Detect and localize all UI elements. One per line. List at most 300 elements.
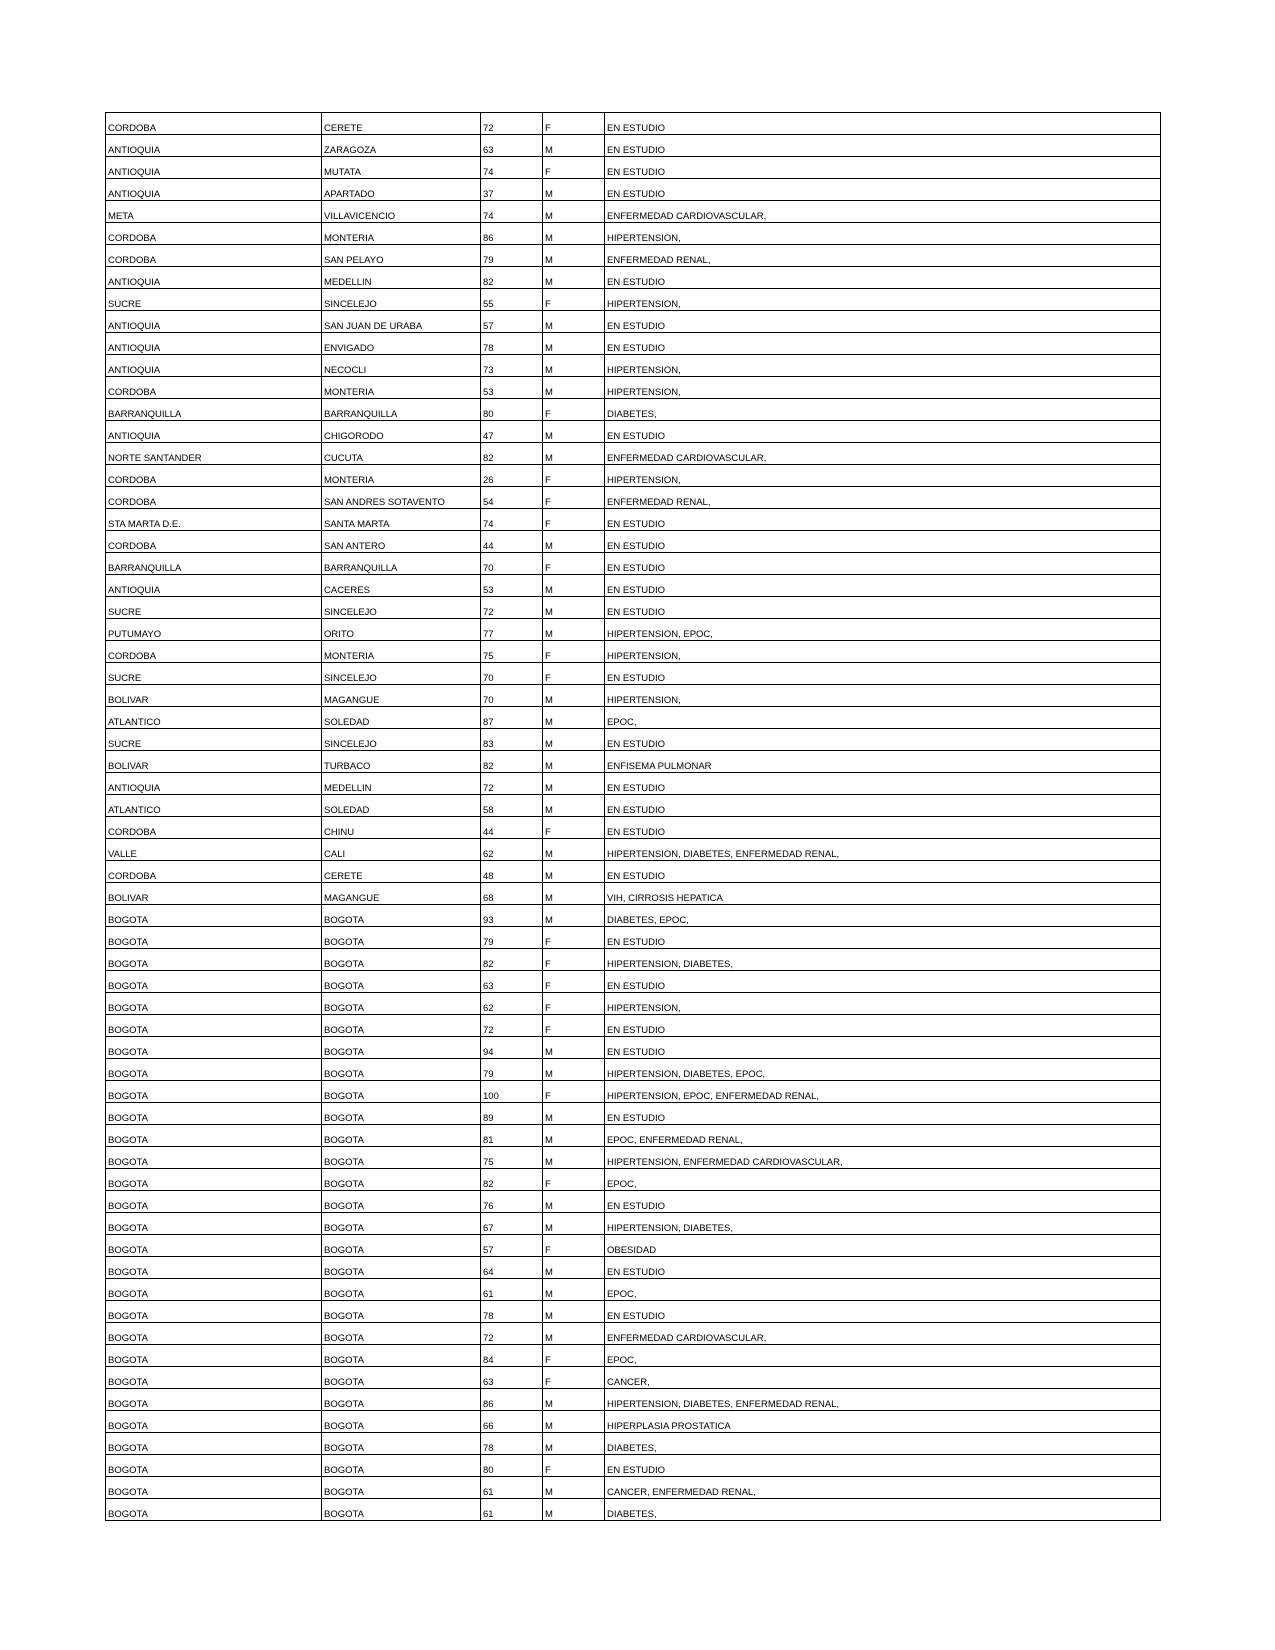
table-row — [106, 883, 1161, 905]
department-cell: CORDOBA — [106, 641, 322, 663]
table-row — [106, 399, 1161, 421]
department-cell: ANTIOQUIA — [106, 421, 322, 443]
table-row — [106, 179, 1161, 201]
condition-cell: EN ESTUDIO — [605, 553, 1161, 575]
sex-cell: M — [543, 311, 605, 333]
department-cell: BOGOTA — [106, 1015, 322, 1037]
municipality-cell: MAGANGUE — [322, 685, 481, 707]
sex-cell: M — [543, 575, 605, 597]
sex-cell: M — [543, 333, 605, 355]
sex-cell: M — [543, 905, 605, 927]
sex-cell: M — [543, 773, 605, 795]
sex-cell: F — [543, 949, 605, 971]
municipality-cell: BOGOTA — [322, 905, 481, 927]
sex-cell: M — [543, 1213, 605, 1235]
table-row — [106, 1191, 1161, 1213]
age-cell: 81 — [481, 1125, 543, 1147]
age-cell: 72 — [481, 1015, 543, 1037]
sex-cell: F — [543, 113, 605, 135]
age-cell: 63 — [481, 971, 543, 993]
condition-cell: ENFERMEDAD RENAL, — [605, 487, 1161, 509]
table-row — [106, 465, 1161, 487]
sex-cell: F — [543, 817, 605, 839]
condition-cell: HIPERTENSION, DIABETES, — [605, 1213, 1161, 1235]
municipality-cell: SINCELEJO — [322, 729, 481, 751]
age-cell: 63 — [481, 1367, 543, 1389]
department-cell: BOGOTA — [106, 1477, 322, 1499]
department-cell: BOGOTA — [106, 1103, 322, 1125]
sex-cell: M — [543, 1059, 605, 1081]
sex-cell: M — [543, 619, 605, 641]
table-row — [106, 443, 1161, 465]
department-cell: ANTIOQUIA — [106, 157, 322, 179]
table-row — [106, 333, 1161, 355]
municipality-cell: SINCELEJO — [322, 289, 481, 311]
sex-cell: M — [543, 421, 605, 443]
department-cell: BARRANQUILLA — [106, 399, 322, 421]
condition-cell: EN ESTUDIO — [605, 179, 1161, 201]
department-cell: BOGOTA — [106, 993, 322, 1015]
municipality-cell: BOGOTA — [322, 1345, 481, 1367]
condition-cell: DIABETES, EPOC, — [605, 905, 1161, 927]
age-cell: 80 — [481, 1455, 543, 1477]
municipality-cell: CERETE — [322, 861, 481, 883]
department-cell: BOGOTA — [106, 1213, 322, 1235]
municipality-cell: BARRANQUILLA — [322, 399, 481, 421]
condition-cell: HIPERTENSION, — [605, 377, 1161, 399]
condition-cell: DIABETES, — [605, 1499, 1161, 1521]
sex-cell: F — [543, 399, 605, 421]
condition-cell: ENFERMEDAD CARDIOVASCULAR, — [605, 1323, 1161, 1345]
sex-cell: M — [543, 1477, 605, 1499]
condition-cell: ENFERMEDAD CARDIOVASCULAR, — [605, 443, 1161, 465]
condition-cell: HIPERTENSION, EPOC, — [605, 619, 1161, 641]
sex-cell: M — [543, 1191, 605, 1213]
department-cell: SUCRE — [106, 597, 322, 619]
age-cell: 77 — [481, 619, 543, 641]
department-cell: ANTIOQUIA — [106, 135, 322, 157]
municipality-cell: BOGOTA — [322, 1477, 481, 1499]
condition-cell: HIPERTENSION, DIABETES, ENFERMEDAD RENAL, — [605, 1389, 1161, 1411]
table-row — [106, 553, 1161, 575]
sex-cell: F — [543, 487, 605, 509]
sex-cell: M — [543, 795, 605, 817]
age-cell: 72 — [481, 1323, 543, 1345]
condition-cell: EN ESTUDIO — [605, 333, 1161, 355]
case-table-body — [106, 113, 1161, 1521]
age-cell: 75 — [481, 641, 543, 663]
sex-cell: F — [543, 509, 605, 531]
municipality-cell: SANTA MARTA — [322, 509, 481, 531]
municipality-cell: BOGOTA — [322, 1367, 481, 1389]
sex-cell: F — [543, 1081, 605, 1103]
age-cell: 80 — [481, 399, 543, 421]
department-cell: CORDOBA — [106, 861, 322, 883]
table-row — [106, 1125, 1161, 1147]
municipality-cell: MONTERIA — [322, 465, 481, 487]
condition-cell: CANCER, — [605, 1367, 1161, 1389]
age-cell: 72 — [481, 113, 543, 135]
municipality-cell: SINCELEJO — [322, 597, 481, 619]
table-row — [106, 1455, 1161, 1477]
sex-cell: M — [543, 245, 605, 267]
table-row — [106, 949, 1161, 971]
table-row — [106, 1323, 1161, 1345]
municipality-cell: BOGOTA — [322, 949, 481, 971]
municipality-cell: BOGOTA — [322, 1411, 481, 1433]
department-cell: BOLIVAR — [106, 883, 322, 905]
sex-cell: M — [543, 1323, 605, 1345]
table-row — [106, 355, 1161, 377]
age-cell: 62 — [481, 839, 543, 861]
sex-cell: M — [543, 267, 605, 289]
sex-cell: M — [543, 443, 605, 465]
age-cell: 75 — [481, 1147, 543, 1169]
municipality-cell: BOGOTA — [322, 1081, 481, 1103]
condition-cell: HIPERPLASIA PROSTATICA — [605, 1411, 1161, 1433]
table-row — [106, 531, 1161, 553]
municipality-cell: MONTERIA — [322, 377, 481, 399]
age-cell: 76 — [481, 1191, 543, 1213]
condition-cell: HIPERTENSION, — [605, 685, 1161, 707]
municipality-cell: BOGOTA — [322, 1169, 481, 1191]
table-row — [106, 509, 1161, 531]
sex-cell: F — [543, 993, 605, 1015]
age-cell: 94 — [481, 1037, 543, 1059]
condition-cell: EN ESTUDIO — [605, 1103, 1161, 1125]
sex-cell: F — [543, 157, 605, 179]
age-cell: 82 — [481, 949, 543, 971]
age-cell: 86 — [481, 223, 543, 245]
department-cell: ATLANTICO — [106, 707, 322, 729]
department-cell: SUCRE — [106, 663, 322, 685]
condition-cell: DIABETES, — [605, 399, 1161, 421]
age-cell: 63 — [481, 135, 543, 157]
sex-cell: F — [543, 465, 605, 487]
sex-cell: F — [543, 289, 605, 311]
municipality-cell: BOGOTA — [322, 971, 481, 993]
condition-cell: EN ESTUDIO — [605, 729, 1161, 751]
sex-cell: F — [543, 1015, 605, 1037]
condition-cell: ENFERMEDAD CARDIOVASCULAR, — [605, 201, 1161, 223]
condition-cell: HIPERTENSION, — [605, 289, 1161, 311]
department-cell: BOGOTA — [106, 1389, 322, 1411]
age-cell: 44 — [481, 531, 543, 553]
department-cell: NORTE SANTANDER — [106, 443, 322, 465]
age-cell: 44 — [481, 817, 543, 839]
table-row — [106, 135, 1161, 157]
condition-cell: EN ESTUDIO — [605, 1191, 1161, 1213]
case-table — [105, 112, 1161, 1521]
condition-cell: DIABETES, — [605, 1433, 1161, 1455]
municipality-cell: SOLEDAD — [322, 707, 481, 729]
table-row — [106, 1477, 1161, 1499]
municipality-cell: BOGOTA — [322, 927, 481, 949]
sex-cell: M — [543, 1389, 605, 1411]
department-cell: ANTIOQUIA — [106, 333, 322, 355]
municipality-cell: BOGOTA — [322, 1147, 481, 1169]
department-cell: BOGOTA — [106, 927, 322, 949]
municipality-cell: MUTATA — [322, 157, 481, 179]
municipality-cell: BOGOTA — [322, 1059, 481, 1081]
municipality-cell: BOGOTA — [322, 1301, 481, 1323]
sex-cell: M — [543, 1103, 605, 1125]
table-row — [106, 1081, 1161, 1103]
table-row — [106, 1103, 1161, 1125]
sex-cell: M — [543, 201, 605, 223]
condition-cell: EN ESTUDIO — [605, 311, 1161, 333]
department-cell: BOGOTA — [106, 905, 322, 927]
department-cell: BARRANQUILLA — [106, 553, 322, 575]
table-row — [106, 1389, 1161, 1411]
municipality-cell: BOGOTA — [322, 1213, 481, 1235]
municipality-cell: ENVIGADO — [322, 333, 481, 355]
department-cell: CORDOBA — [106, 531, 322, 553]
table-row — [106, 971, 1161, 993]
age-cell: 61 — [481, 1279, 543, 1301]
sex-cell: F — [543, 663, 605, 685]
age-cell: 64 — [481, 1257, 543, 1279]
department-cell: SUCRE — [106, 289, 322, 311]
municipality-cell: CACERES — [322, 575, 481, 597]
age-cell: 48 — [481, 861, 543, 883]
sex-cell: M — [543, 377, 605, 399]
sex-cell: M — [543, 839, 605, 861]
sex-cell: M — [543, 1499, 605, 1521]
sex-cell: M — [543, 685, 605, 707]
department-cell: BOGOTA — [106, 1301, 322, 1323]
sex-cell: F — [543, 1169, 605, 1191]
age-cell: 66 — [481, 1411, 543, 1433]
table-row — [106, 1367, 1161, 1389]
condition-cell: EPOC, — [605, 1345, 1161, 1367]
age-cell: 82 — [481, 751, 543, 773]
municipality-cell: BOGOTA — [322, 1389, 481, 1411]
age-cell: 78 — [481, 1301, 543, 1323]
municipality-cell: BARRANQUILLA — [322, 553, 481, 575]
table-row — [106, 795, 1161, 817]
condition-cell: EPOC, ENFERMEDAD RENAL, — [605, 1125, 1161, 1147]
condition-cell: EN ESTUDIO — [605, 267, 1161, 289]
age-cell: 93 — [481, 905, 543, 927]
condition-cell: EPOC, — [605, 707, 1161, 729]
table-row — [106, 1015, 1161, 1037]
table-row — [106, 685, 1161, 707]
table-row — [106, 1235, 1161, 1257]
table-row — [106, 1499, 1161, 1521]
age-cell: 78 — [481, 333, 543, 355]
sex-cell: M — [543, 707, 605, 729]
condition-cell: EN ESTUDIO — [605, 575, 1161, 597]
sex-cell: M — [543, 355, 605, 377]
department-cell: BOGOTA — [106, 1191, 322, 1213]
age-cell: 72 — [481, 597, 543, 619]
condition-cell: EN ESTUDIO — [605, 773, 1161, 795]
age-cell: 74 — [481, 157, 543, 179]
age-cell: 57 — [481, 1235, 543, 1257]
municipality-cell: VILLAVICENCIO — [322, 201, 481, 223]
department-cell: BOGOTA — [106, 1433, 322, 1455]
condition-cell: EN ESTUDIO — [605, 1301, 1161, 1323]
condition-cell: EN ESTUDIO — [605, 531, 1161, 553]
department-cell: BOGOTA — [106, 1323, 322, 1345]
condition-cell: EN ESTUDIO — [605, 1037, 1161, 1059]
age-cell: 47 — [481, 421, 543, 443]
condition-cell: EN ESTUDIO — [605, 817, 1161, 839]
table-row — [106, 597, 1161, 619]
department-cell: STA MARTA D.E. — [106, 509, 322, 531]
table-row — [106, 267, 1161, 289]
age-cell: 61 — [481, 1499, 543, 1521]
table-row — [106, 993, 1161, 1015]
condition-cell: EN ESTUDIO — [605, 113, 1161, 135]
table-row — [106, 817, 1161, 839]
age-cell: 62 — [481, 993, 543, 1015]
condition-cell: EN ESTUDIO — [605, 421, 1161, 443]
age-cell: 53 — [481, 575, 543, 597]
municipality-cell: BOGOTA — [322, 993, 481, 1015]
municipality-cell: BOGOTA — [322, 1257, 481, 1279]
department-cell: BOGOTA — [106, 1235, 322, 1257]
department-cell: BOLIVAR — [106, 751, 322, 773]
table-row — [106, 1257, 1161, 1279]
department-cell: CORDOBA — [106, 487, 322, 509]
municipality-cell: MONTERIA — [322, 223, 481, 245]
condition-cell: HIPERTENSION, — [605, 993, 1161, 1015]
municipality-cell: MEDELLIN — [322, 773, 481, 795]
table-row — [106, 927, 1161, 949]
age-cell: 100 — [481, 1081, 543, 1103]
table-row — [106, 289, 1161, 311]
age-cell: 68 — [481, 883, 543, 905]
age-cell: 74 — [481, 201, 543, 223]
municipality-cell: TURBACO — [322, 751, 481, 773]
municipality-cell: CHIGORODO — [322, 421, 481, 443]
condition-cell: EN ESTUDIO — [605, 1257, 1161, 1279]
sex-cell: M — [543, 1037, 605, 1059]
condition-cell: HIPERTENSION, ENFERMEDAD CARDIOVASCULAR, — [605, 1147, 1161, 1169]
table-row — [106, 1345, 1161, 1367]
municipality-cell: CALI — [322, 839, 481, 861]
age-cell: 67 — [481, 1213, 543, 1235]
department-cell: PUTUMAYO — [106, 619, 322, 641]
age-cell: 26 — [481, 465, 543, 487]
municipality-cell: ZARAGOZA — [322, 135, 481, 157]
condition-cell: EN ESTUDIO — [605, 135, 1161, 157]
municipality-cell: BOGOTA — [322, 1279, 481, 1301]
municipality-cell: MEDELLIN — [322, 267, 481, 289]
sex-cell: F — [543, 1367, 605, 1389]
table-row — [106, 1301, 1161, 1323]
sex-cell: M — [543, 1257, 605, 1279]
condition-cell: HIPERTENSION, — [605, 641, 1161, 663]
municipality-cell: SOLEDAD — [322, 795, 481, 817]
sex-cell: F — [543, 971, 605, 993]
sex-cell: M — [543, 1411, 605, 1433]
department-cell: VALLE — [106, 839, 322, 861]
sex-cell: M — [543, 1279, 605, 1301]
table-row — [106, 1213, 1161, 1235]
table-row — [106, 1059, 1161, 1081]
department-cell: BOGOTA — [106, 1169, 322, 1191]
condition-cell: EN ESTUDIO — [605, 861, 1161, 883]
age-cell: 61 — [481, 1477, 543, 1499]
condition-cell: HIPERTENSION, DIABETES, — [605, 949, 1161, 971]
municipality-cell: CUCUTA — [322, 443, 481, 465]
condition-cell: HIPERTENSION, EPOC, ENFERMEDAD RENAL, — [605, 1081, 1161, 1103]
sex-cell: M — [543, 883, 605, 905]
table-row — [106, 245, 1161, 267]
age-cell: 37 — [481, 179, 543, 201]
condition-cell: HIPERTENSION, DIABETES, ENFERMEDAD RENAL, — [605, 839, 1161, 861]
department-cell: CORDOBA — [106, 817, 322, 839]
condition-cell: OBESIDAD — [605, 1235, 1161, 1257]
condition-cell: EPOC, — [605, 1279, 1161, 1301]
condition-cell: EN ESTUDIO — [605, 597, 1161, 619]
table-row — [106, 1411, 1161, 1433]
sex-cell: M — [543, 179, 605, 201]
age-cell: 70 — [481, 663, 543, 685]
municipality-cell: SAN ANTERO — [322, 531, 481, 553]
table-row — [106, 619, 1161, 641]
department-cell: BOGOTA — [106, 1411, 322, 1433]
department-cell: ANTIOQUIA — [106, 355, 322, 377]
table-row — [106, 487, 1161, 509]
condition-cell: VIH, CIRROSIS HEPATICA — [605, 883, 1161, 905]
table-row — [106, 1147, 1161, 1169]
municipality-cell: BOGOTA — [322, 1235, 481, 1257]
table-row — [106, 311, 1161, 333]
department-cell: ANTIOQUIA — [106, 311, 322, 333]
age-cell: 74 — [481, 509, 543, 531]
age-cell: 79 — [481, 245, 543, 267]
sex-cell: F — [543, 1455, 605, 1477]
municipality-cell: CERETE — [322, 113, 481, 135]
age-cell: 79 — [481, 1059, 543, 1081]
department-cell: ANTIOQUIA — [106, 179, 322, 201]
municipality-cell: MONTERIA — [322, 641, 481, 663]
sex-cell: M — [543, 135, 605, 157]
municipality-cell: NECOCLI — [322, 355, 481, 377]
condition-cell: EN ESTUDIO — [605, 1015, 1161, 1037]
age-cell: 82 — [481, 1169, 543, 1191]
department-cell: ATLANTICO — [106, 795, 322, 817]
municipality-cell: ORITO — [322, 619, 481, 641]
table-row — [106, 1279, 1161, 1301]
age-cell: 82 — [481, 267, 543, 289]
table-row — [106, 839, 1161, 861]
department-cell: SUCRE — [106, 729, 322, 751]
sex-cell: F — [543, 1345, 605, 1367]
department-cell: ANTIOQUIA — [106, 575, 322, 597]
department-cell: BOGOTA — [106, 1499, 322, 1521]
department-cell: BOGOTA — [106, 1081, 322, 1103]
condition-cell: EN ESTUDIO — [605, 663, 1161, 685]
table-row — [106, 751, 1161, 773]
department-cell: ANTIOQUIA — [106, 267, 322, 289]
sex-cell: M — [543, 729, 605, 751]
table-row — [106, 1433, 1161, 1455]
municipality-cell: CHINU — [322, 817, 481, 839]
table-row — [106, 905, 1161, 927]
department-cell: BOGOTA — [106, 1037, 322, 1059]
condition-cell: HIPERTENSION, — [605, 465, 1161, 487]
department-cell: CORDOBA — [106, 465, 322, 487]
condition-cell: ENFISEMA PULMONAR — [605, 751, 1161, 773]
age-cell: 55 — [481, 289, 543, 311]
condition-cell: HIPERTENSION, DIABETES, EPOC, — [605, 1059, 1161, 1081]
table-row — [106, 1169, 1161, 1191]
